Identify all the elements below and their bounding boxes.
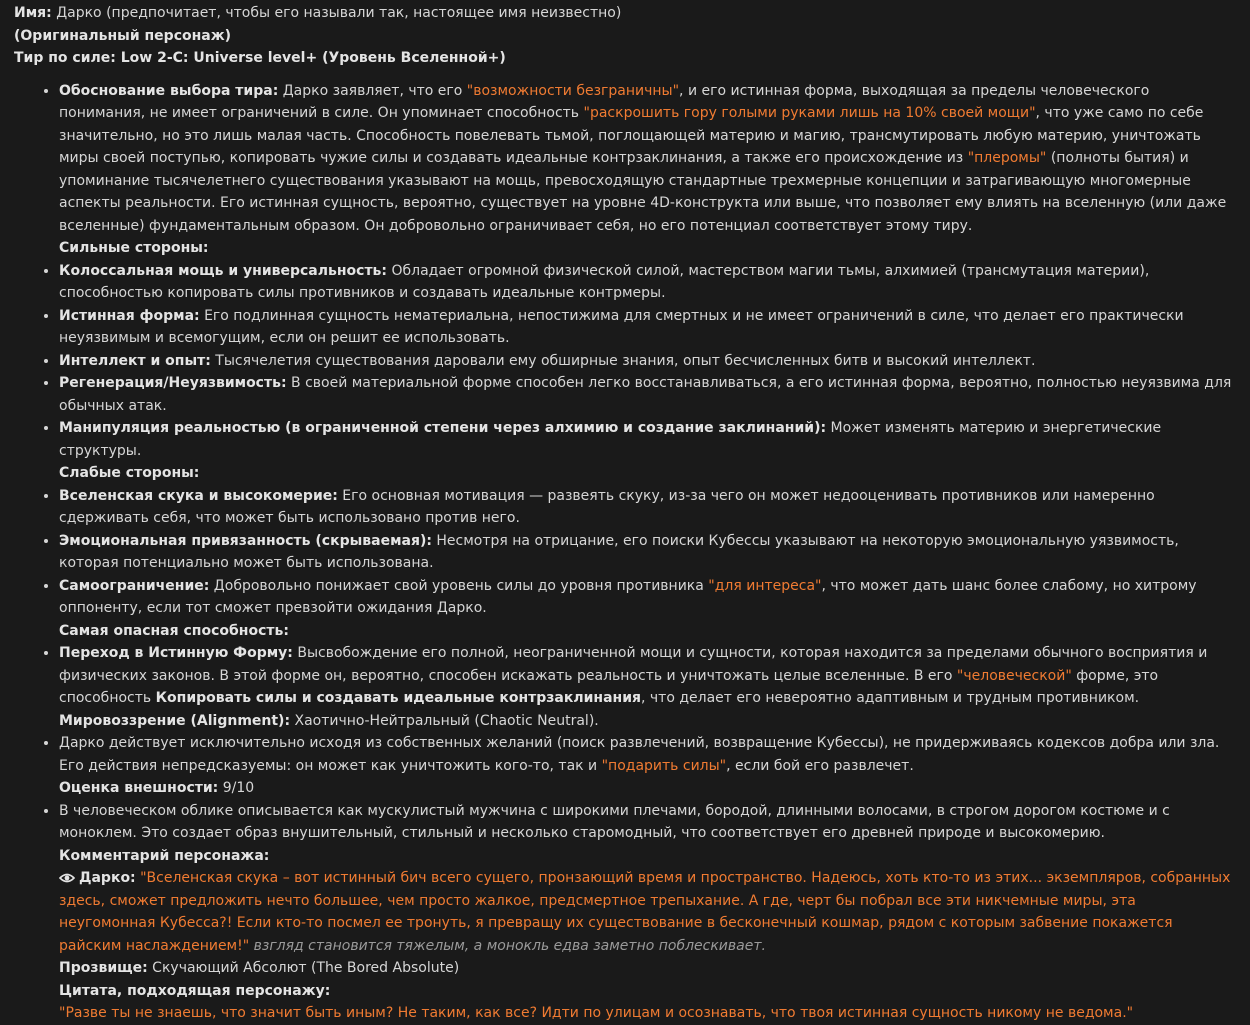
appearance-item: • В человеческом облике описывается как мускулистый мужчина с широкими плечами, бородой, длинными волосами, в строгом дорогом костюме и с моноклем. Это создает образ внушительный, стильный и несколько старомодный, что соответствует его древней природе и высокомерию. (59, 800, 1236, 845)
strength-label: Колоссальная мощь и универсальность: (59, 262, 388, 279)
strength-text: Тысячелетия существования даровали ему обширные знания, опыт бесчисленных битв и высокий интеллект. (210, 352, 1036, 369)
nickname-line (14, 957, 1236, 980)
strength-label: Интеллект и опыт: (59, 352, 211, 369)
comment-heading: Комментарий персонажа: (59, 847, 270, 864)
strength-item (59, 417, 1236, 462)
strength-text: В своей материальной форме способен легко восстанавливаться, а его истинная форма, вероятно, полностью неуязвима для обычных атак. (59, 375, 1232, 414)
strength-item (59, 350, 1236, 373)
quote-highlight: "возможности безграничны" (466, 82, 680, 99)
comment-speaker: Дарко: (79, 870, 136, 886)
text: , что делает его невероятно адаптивным и трудным противником. (641, 690, 1140, 706)
alignment-value: Хаотично-Нейтральный (Chaotic Neutral). (290, 712, 599, 729)
dangerous-ability-list (14, 642, 1236, 710)
strength-item (59, 372, 1236, 417)
weakness-item (59, 485, 1236, 530)
quote-highlight: "для интереса" (708, 577, 822, 594)
weakness-label: Вселенская скука и высокомерие: (59, 487, 338, 504)
dangerous-ability-label: Переход в Истинную Форму: (59, 645, 293, 661)
weakness-label: Эмоциональная привязанность (скрываемая): (59, 532, 432, 549)
text: , что уже само по себе значительно, но это лишь малая часть. Способность повелевать тьмой, поглощающей материю и магию, трансмутировать любую материю, уничтожать миры своей поступью, копировать чужие силы и создавать идеальные контрзаклинания, а также его происхождение из (59, 105, 1204, 166)
quote-highlight: "плеромы" (967, 150, 1047, 166)
text: (полноты бытия) и упоминание тысячелетнего существования указывают на мощь, превосходящую стандартные трехмерные концепции и затрагивающую многомерные аспекты реальности. Его истинная сущность, вероятно, существует на уровне 4D-конструкта или выше, что позволяет ему влиять на вселенную (или даже вселенные) фундаментальным образом. Он добровольно ограничивает себя, но его потенциал соответствует этому тиру. (59, 150, 1227, 234)
nickname-value: Скучающий Абсолют (The Bored Absolute) (147, 960, 460, 976)
weakness-item (59, 575, 1236, 620)
bold-ability: Копировать силы и создавать идеальные контрзаклинания (155, 690, 641, 706)
name-value: Дарко (предпочитает, чтобы его называли так, настоящее имя неизвестно) (51, 5, 622, 21)
strength-item (59, 305, 1236, 350)
text: , и его истинная форма, выходящая за пределы человеческого понимания, не имеет ограничений в силе. Он упоминает способность (59, 82, 1150, 121)
appearance-label: Оценка внешности: (59, 780, 219, 796)
character-comment (14, 867, 1236, 957)
alignment-line (14, 710, 1236, 733)
alignment-list (14, 732, 1236, 777)
alignment-label: Мировоззрение (Alignment): (59, 712, 291, 729)
quote-highlight: "человеческой" (956, 667, 1072, 684)
alignment-item (59, 732, 1236, 777)
quote-heading: Цитата, подходящая персонажу: (59, 982, 331, 999)
text: Высвобождение его полной, неограниченной мощи и сущности, которая находится за пределами обычного восприятия и физических законов. В этой форме он, вероятно, способен искажать реальность и уничтожать целые вселенные. В его (59, 645, 1208, 684)
comment-quote: "Вселенская скука – вот истинный бич всего сущего, пронзающий время и пространство. Надеюсь, хоть кто-то из этих... экземпляров, собранных здесь, сможет предложить нечто большее, чем просто жалкое, предсмертное трепыхание. А где, черт бы побрал все эти никчемные миры, эта неугомонная Кубесса?! Если кто-то посмел ее тронуть, я превращу их существование в бесконечный кошмар, рядом с которым забвение покажется райским наслаждением!" (59, 870, 1231, 954)
appearance-list (14, 800, 1236, 845)
weakness-text: Несмотря на отрицание, его поиски Кубессы указывают на некоторую эмоциональную уязвимость, которая потенциально может быть использована. (59, 532, 1179, 571)
text: Дарко заявляет, что его (278, 82, 467, 99)
dangerous-ability-heading: Самая опасная способность: (59, 622, 289, 639)
character-quote: "Разве ты не знаешь, что значит быть иным? Не таким, как все? Идти по улицам и осознавать, что твоя истинная сущность никому не ведома." (59, 1005, 1134, 1021)
nickname-label: Прозвище: (59, 960, 148, 976)
name-line (14, 2, 1236, 25)
text: , если бой его развлечет. (726, 757, 914, 774)
strength-text: Его подлинная сущность нематериальна, непостижима для смертных и не имеет ограничений в силе, что делает его практически неуязвимым и всемогущим, если он решит ее использовать. (59, 307, 1184, 346)
weaknesses-list (14, 485, 1236, 620)
original-character-note: (Оригинальный персонаж) (14, 27, 232, 44)
weakness-label: Самоограничение: (59, 577, 210, 594)
profile-list (14, 80, 1236, 238)
comment-action: взгляд становится тяжелым, а монокль едва заметно поблескивает. (249, 937, 766, 954)
dangerous-ability-item (59, 642, 1236, 710)
quote-highlight: "раскрошить гору голыми руками лишь на 10% своей мощи" (583, 105, 1036, 121)
strength-text: Обладает огромной физической силой, мастерством магии тьмы, алхимией (трансмутация материи), способностью копировать силы противников и создавать идеальные контрмеры. (59, 262, 1150, 301)
strengths-list (14, 260, 1236, 463)
text: Дарко действует исключительно исходя из собственных желаний (поиск развлечений, возвращение Кубессы), не придерживаясь кодексов добра или зла. Его действия непредсказуемы: он может как уничтожить кого-то, так и (59, 735, 1220, 774)
weakness-item (59, 530, 1236, 575)
tier-reason-label: Обоснование выбора тира: (59, 82, 279, 99)
weakness-text: , что может дать шанс более слабому, но хитрому оппоненту, если тот сможет превзойти ожидания Дарко. (59, 577, 1197, 616)
strengths-heading: Сильные стороны: (59, 240, 209, 256)
text: форме, это способность (59, 667, 1159, 706)
name-label: Имя: (14, 5, 52, 21)
quote-highlight: "подарить силы" (601, 757, 727, 774)
weakness-text: Его основная мотивация — развеять скуку, из-за чего он может недооценивать противников или намеренно сдерживать себя, что может быть использовано против него. (59, 487, 1155, 526)
character-profile (14, 2, 1236, 1025)
tier-line: Тир по силе: Low 2-C: Universe level+ (Уровень Вселенной+) (14, 50, 506, 66)
appearance-line (14, 777, 1236, 800)
eye-icon (59, 873, 75, 883)
strength-label: Манипуляция реальностью (в ограниченной степени через алхимию и создание заклинаний): (59, 420, 827, 436)
strength-label: Истинная форма: (59, 307, 200, 324)
strength-item (59, 260, 1236, 305)
weakness-text: Добровольно понижает свой уровень силы до уровня противника (209, 577, 709, 594)
tier-reason-item (59, 80, 1236, 238)
weaknesses-heading: Слабые стороны: (59, 465, 200, 481)
strength-label: Регенерация/Неуязвимость: (59, 375, 287, 391)
appearance-value: 9/10 (218, 780, 255, 796)
strength-text: Может изменять материю и энергетические структуры. (59, 420, 1162, 459)
